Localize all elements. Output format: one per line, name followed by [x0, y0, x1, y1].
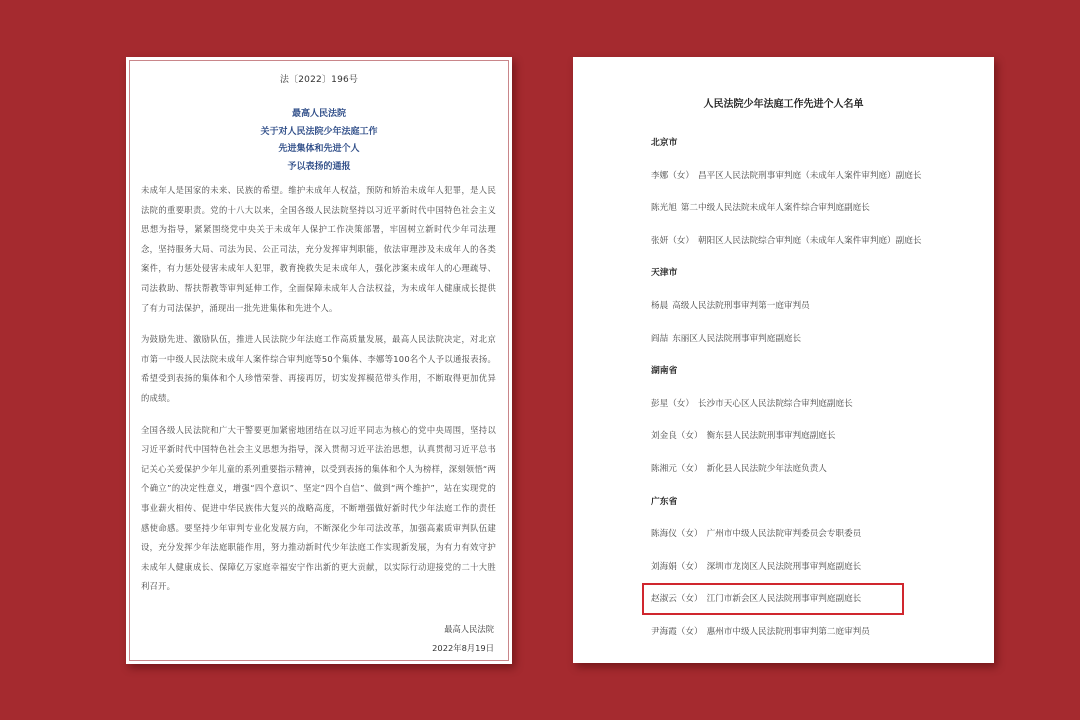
list-item	[651, 551, 974, 584]
person-name: 陈湘元（女）	[651, 463, 703, 474]
title-line: 先进集体和先进个人	[278, 144, 360, 154]
list-item	[651, 616, 974, 649]
person-position: 第二中级人民法院未成年人案件综合审判庭副庭长	[680, 203, 870, 214]
list-item	[651, 225, 974, 258]
list-title: 人民法院少年法庭工作先进个人名单	[703, 99, 864, 110]
person-name: 赵淑云（女）	[651, 594, 703, 605]
title-line: 最高人民法院	[291, 109, 346, 119]
list-item	[651, 290, 974, 323]
title-line: 关于对人民法院少年法庭工作	[260, 126, 378, 137]
person-name: 彭星（女）	[651, 398, 694, 409]
notice-body	[141, 181, 496, 609]
body-paragraph: 全国各级人民法院和广大干警要更加紧密地团结在以习近平同志为核心的党中央周围，坚持以习近平新时代中国特色社会主义思想为指导，深入贯彻习近平法治思想，认真贯彻习近平总书记关心关爱保护少年儿童的系列重要指示精神，以受到表扬的集体和个人为榜样，深刻领悟“两个确立”的决定性意义，增强“四个意识”、坚定“四个自信”、做到“两个维护”，站在实现党的事业薪火相传、促进中华民族伟大复兴的战略高度，不断增强做好新时代少年法庭工作的责任感使命感。要坚持少年审判专业化发展方向，不断深化少年司法改革，加强高素质审判队伍建设，充分发挥少年法庭职能作用，努力推动新时代少年法庭工作实现新发展，为有力有效守护未成年人健康成长、保障亿万家庭幸福安宁作出新的更大贡献，以实际行动迎接党的二十大胜利召开。	[141, 424, 496, 592]
body-paragraph: 为鼓励先进、激励队伍，推进人民法院少年法庭工作高质量发展，最高人民法院决定，对北京市第一中级人民法院未成年人案件综合审判庭等50个集体、李娜等100名个人予以通报表扬。希望受到表扬的集体和个人珍惜荣誉、再接再厉，切实发挥模范带头作用，不断取得更加优异的成绩。	[141, 334, 496, 403]
document-number: 法〔2022〕196号	[279, 75, 359, 85]
signature-block	[432, 620, 494, 658]
list-item	[651, 453, 974, 486]
signature-org: 最高人民法院	[444, 624, 494, 634]
notice-frame	[129, 60, 509, 661]
notice-document	[126, 57, 512, 664]
person-position: 长沙市天心区人民法院综合审判庭副庭长	[697, 398, 853, 409]
person-name: 杨晨	[651, 300, 669, 311]
person-name: 阎喆	[651, 333, 669, 344]
person-position: 惠州市中级人民法院刑事审判第二庭审判员	[706, 626, 870, 637]
person-position: 新化县人民法院少年法庭负责人	[706, 463, 827, 474]
list-item	[651, 323, 974, 356]
list-item	[651, 518, 974, 551]
person-name: 刘海娟（女）	[651, 561, 703, 572]
person-name: 张妍（女）	[651, 235, 694, 246]
list-item	[651, 160, 974, 193]
list-item	[651, 388, 974, 421]
honor-list	[651, 127, 974, 649]
list-item	[651, 420, 974, 453]
person-name: 尹海霞（女）	[651, 626, 703, 637]
person-position: 广州市中级人民法院审判委员会专职委员	[706, 529, 862, 540]
region-heading: 广东省	[651, 496, 678, 507]
person-position: 江门市新会区人民法院刑事审判庭副庭长	[706, 594, 862, 605]
person-position: 东丽区人民法院刑事审判庭副庭长	[672, 333, 802, 344]
title-line: 予以表扬的通报	[287, 161, 351, 172]
person-position: 朝阳区人民法院综合审判庭（未成年人案件审判庭）副庭长	[697, 235, 922, 246]
person-name: 刘金良（女）	[651, 431, 703, 442]
region-heading: 北京市	[651, 138, 678, 148]
person-position: 昌平区人民法院刑事审判庭（未成年人案件审判庭）副庭长	[697, 170, 922, 181]
person-position: 高级人民法院刑事审判第一庭审判员	[672, 300, 810, 311]
signature-date: 2022年8月19日	[432, 643, 494, 653]
person-position: 衡东县人民法院刑事审判庭副庭长	[706, 431, 836, 442]
region-heading: 湖南省	[651, 366, 678, 377]
person-name: 陈海仪（女）	[651, 529, 703, 540]
person-position: 深圳市龙岗区人民法院刑事审判庭副庭长	[706, 561, 862, 572]
region-heading: 天津市	[651, 268, 678, 279]
person-name: 陈光旭	[651, 203, 677, 214]
person-name: 李娜（女）	[651, 170, 694, 181]
highlight-box	[642, 583, 904, 615]
list-item	[651, 192, 974, 225]
honor-list-document	[573, 57, 994, 663]
notice-title	[130, 106, 508, 176]
body-paragraph: 未成年人是国家的未来、民族的希望。维护未成年人权益，预防和矫治未成年人犯罪，是人民法院的重要职责。党的十八大以来，全国各级人民法院坚持以习近平新时代中国特色社会主义思想为指导，紧紧围绕党中央关于未成年人保护工作决策部署，牢固树立新时代少年司法理念，坚持服务大局、司法为民、公正司法，充分发挥审判职能，依法审理涉及未成年人的各类案件，有力惩处侵害未成年人犯罪，教育挽救失足未成年人，强化涉案未成年人的心理疏导、司法救助、帮扶帮教等审判延伸工作，全面保障未成年人合法权益，为未成年人健康成长提供了有力司法保护，涌现出一批先进集体和先进个人。	[141, 185, 496, 313]
